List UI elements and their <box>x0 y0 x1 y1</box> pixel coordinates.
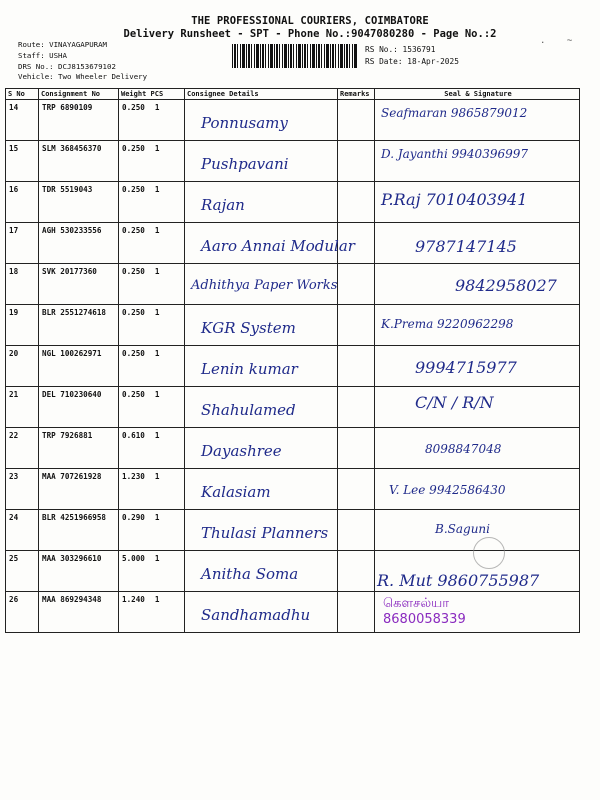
row-signature: 9842958027 <box>455 276 557 295</box>
row-pcs: 1 <box>154 308 160 317</box>
row-consignment: TRP 7926881 <box>39 428 119 469</box>
row-signature-cell <box>375 428 580 469</box>
row-consignment: SLM 368456370 <box>39 141 119 182</box>
row-pcs: 1 <box>154 185 160 194</box>
row-signature-cell <box>375 305 580 346</box>
row-consignment: TDR 5519043 <box>39 182 119 223</box>
row-consignee-cell <box>185 264 338 305</box>
row-consignee-cell <box>185 305 338 346</box>
row-weight: 0.290 <box>122 513 145 522</box>
row-consignee-cell <box>185 551 338 592</box>
header-consignee: Consignee Details <box>185 89 338 100</box>
table-row <box>6 182 580 223</box>
row-pcs: 1 <box>154 554 160 563</box>
row-signature: C/N / R/N <box>415 393 494 412</box>
table-row <box>6 387 580 428</box>
row-signature: R. Mut 9860755987 <box>377 571 540 590</box>
row-weight-cell <box>119 346 185 387</box>
row-signature-cell <box>375 223 580 264</box>
row-signature: K.Prema 9220962298 <box>381 317 514 331</box>
row-consignee: Dayashree <box>201 442 282 460</box>
row-remarks <box>338 387 375 428</box>
row-sno: 19 <box>6 305 39 346</box>
row-remarks <box>338 428 375 469</box>
row-weight: 0.250 <box>122 308 145 317</box>
row-weight-cell <box>119 387 185 428</box>
row-weight-cell <box>119 510 185 551</box>
header-consignment: Consignment No <box>39 89 119 100</box>
vehicle-label: Vehicle: Two Wheeler Delivery <box>18 72 148 82</box>
header-weight: Weight <box>121 90 147 98</box>
row-weight: 0.250 <box>122 103 145 112</box>
row-consignee: Shahulamed <box>201 401 296 419</box>
row-signature: D. Jayanthi 9940396997 <box>381 147 528 161</box>
row-sno: 16 <box>6 182 39 223</box>
row-remarks <box>338 141 375 182</box>
row-pcs: 1 <box>154 595 160 604</box>
row-consignee: Aaro Annai Modular <box>201 237 355 255</box>
row-sno: 22 <box>6 428 39 469</box>
row-signature: P.Raj 7010403941 <box>381 190 528 209</box>
barcode <box>232 44 358 68</box>
rs-meta <box>365 44 459 67</box>
rs-date: RS Date: 18-Apr-2025 <box>365 56 459 66</box>
row-signature-cell <box>375 387 580 428</box>
row-pcs: 1 <box>154 513 160 522</box>
row-signature: 9994715977 <box>415 358 517 377</box>
drs-number: DRS No.: DCJ8153679102 <box>18 61 116 71</box>
row-weight: 0.250 <box>122 185 145 194</box>
row-remarks <box>338 182 375 223</box>
row-sno: 26 <box>6 592 39 633</box>
row-sno: 20 <box>6 346 39 387</box>
row-consignee: Sandhamadhu <box>201 606 311 624</box>
row-consignment: SVK 20177360 <box>39 264 119 305</box>
row-pcs: 1 <box>154 472 160 481</box>
row-signature: V. Lee 9942586430 <box>389 483 506 497</box>
header-remarks: Remarks <box>338 89 375 100</box>
row-consignee-cell <box>185 100 338 141</box>
row-weight: 1.230 <box>122 472 145 481</box>
row-pcs: 1 <box>154 103 160 112</box>
row-weight: 0.250 <box>122 226 145 235</box>
row-consignment: MAA 707261928 <box>39 469 119 510</box>
row-signature: Seafmaran 9865879012 <box>381 106 528 120</box>
table-row <box>6 223 580 264</box>
runsheet-meta <box>18 40 147 83</box>
delivery-table <box>5 88 580 633</box>
row-weight: 0.250 <box>122 349 145 358</box>
table-row <box>6 469 580 510</box>
row-pcs: 1 <box>154 390 160 399</box>
row-sno: 24 <box>6 510 39 551</box>
row-signature-cell <box>375 100 580 141</box>
row-consignee: Adhithya Paper Works <box>191 278 338 293</box>
header-sno: S No <box>6 89 39 100</box>
header-seal: Seal & Signature <box>375 89 580 100</box>
header-pcs: PCS <box>150 90 164 98</box>
row-consignee-cell <box>185 387 338 428</box>
row-sno: 17 <box>6 223 39 264</box>
table-row <box>6 264 580 305</box>
row-weight: 0.250 <box>122 267 145 276</box>
row-signature-cell <box>375 551 580 592</box>
runsheet-subtitle: Delivery Runsheet - SPT - Phone No.:9047080280 - Page No.:2 <box>123 28 497 40</box>
row-consignee: Kalasiam <box>201 483 271 501</box>
table-row <box>6 141 580 182</box>
row-remarks <box>338 551 375 592</box>
row-consignee-cell <box>185 182 338 223</box>
row-weight: 0.250 <box>122 390 145 399</box>
row-consignee: Anitha Soma <box>201 565 299 583</box>
row-weight: 5.000 <box>122 554 145 563</box>
row-consignee-cell <box>185 510 338 551</box>
table-row <box>6 428 580 469</box>
row-consignment: BLR 4251966958 <box>39 510 119 551</box>
corner-marks: . ~ <box>540 36 581 46</box>
row-pcs: 1 <box>154 431 160 440</box>
row-sno: 18 <box>6 264 39 305</box>
row-sno: 25 <box>6 551 39 592</box>
row-weight: 0.250 <box>122 144 145 153</box>
row-weight-cell <box>119 305 185 346</box>
staff-label: Staff: USHA <box>18 50 67 60</box>
row-weight-cell <box>119 428 185 469</box>
row-signature-cell <box>375 346 580 387</box>
row-consignee-cell <box>185 469 338 510</box>
row-pcs: 1 <box>154 144 160 153</box>
rs-number: RS No.: 1536791 <box>365 45 436 54</box>
row-signature-cell <box>375 469 580 510</box>
row-sno: 14 <box>6 100 39 141</box>
row-consignee-cell <box>185 346 338 387</box>
row-pcs: 1 <box>154 267 160 276</box>
row-weight: 0.610 <box>122 431 145 440</box>
row-consignment: AGH 530233556 <box>39 223 119 264</box>
row-remarks <box>338 592 375 633</box>
row-consignee: Ponnusamy <box>201 114 288 132</box>
table-row <box>6 346 580 387</box>
row-signature-cell <box>375 141 580 182</box>
row-sno: 23 <box>6 469 39 510</box>
row-consignment: TRP 6890109 <box>39 100 119 141</box>
row-signature-cell <box>375 264 580 305</box>
row-weight-cell <box>119 182 185 223</box>
row-consignee: KGR System <box>201 319 296 337</box>
stamp-circle <box>473 537 505 569</box>
row-consignment: MAA 869294348 <box>39 592 119 633</box>
row-weight-cell <box>119 141 185 182</box>
row-consignment: NGL 100262971 <box>39 346 119 387</box>
row-consignee-cell <box>185 141 338 182</box>
row-remarks <box>338 305 375 346</box>
row-sno: 21 <box>6 387 39 428</box>
row-weight-cell <box>119 469 185 510</box>
row-remarks <box>338 100 375 141</box>
row-weight-cell <box>119 223 185 264</box>
row-signature: B.Saguni <box>435 522 490 536</box>
table-row <box>6 100 580 141</box>
row-sno: 15 <box>6 141 39 182</box>
table-row <box>6 305 580 346</box>
row-remarks <box>338 510 375 551</box>
row-pcs: 1 <box>154 226 160 235</box>
row-consignee-cell <box>185 428 338 469</box>
route-label: Route: VINAYAGAPURAM <box>18 40 107 49</box>
row-consignment: BLR 2551274618 <box>39 305 119 346</box>
row-weight-cell <box>119 100 185 141</box>
row-signature-cell <box>375 182 580 223</box>
row-consignee: Lenin kumar <box>201 360 298 378</box>
header-weight-pcs <box>119 89 185 100</box>
row-signature: 8098847048 <box>425 442 502 456</box>
row-weight-cell <box>119 592 185 633</box>
row-remarks <box>338 264 375 305</box>
row-weight: 1.240 <box>122 595 145 604</box>
table-row <box>6 551 580 592</box>
table-row <box>6 592 580 633</box>
row-consignment: DEL 710230640 <box>39 387 119 428</box>
row-remarks <box>338 469 375 510</box>
row-signature: கௌசல்யா 8680058339 <box>383 596 466 627</box>
row-weight-cell <box>119 551 185 592</box>
row-remarks <box>338 346 375 387</box>
row-signature-cell <box>375 592 580 633</box>
row-pcs: 1 <box>154 349 160 358</box>
row-consignee: Thulasi Planners <box>201 524 329 542</box>
company-title: THE PROFESSIONAL COURIERS, COIMBATORE <box>191 15 429 27</box>
row-signature: 9787147145 <box>415 237 517 256</box>
row-consignee-cell <box>185 592 338 633</box>
row-weight-cell <box>119 264 185 305</box>
table-header-row <box>6 89 580 100</box>
row-consignment: MAA 303296610 <box>39 551 119 592</box>
row-consignee: Pushpavani <box>201 155 289 173</box>
row-consignee-cell <box>185 223 355 264</box>
row-consignee: Rajan <box>201 196 245 214</box>
